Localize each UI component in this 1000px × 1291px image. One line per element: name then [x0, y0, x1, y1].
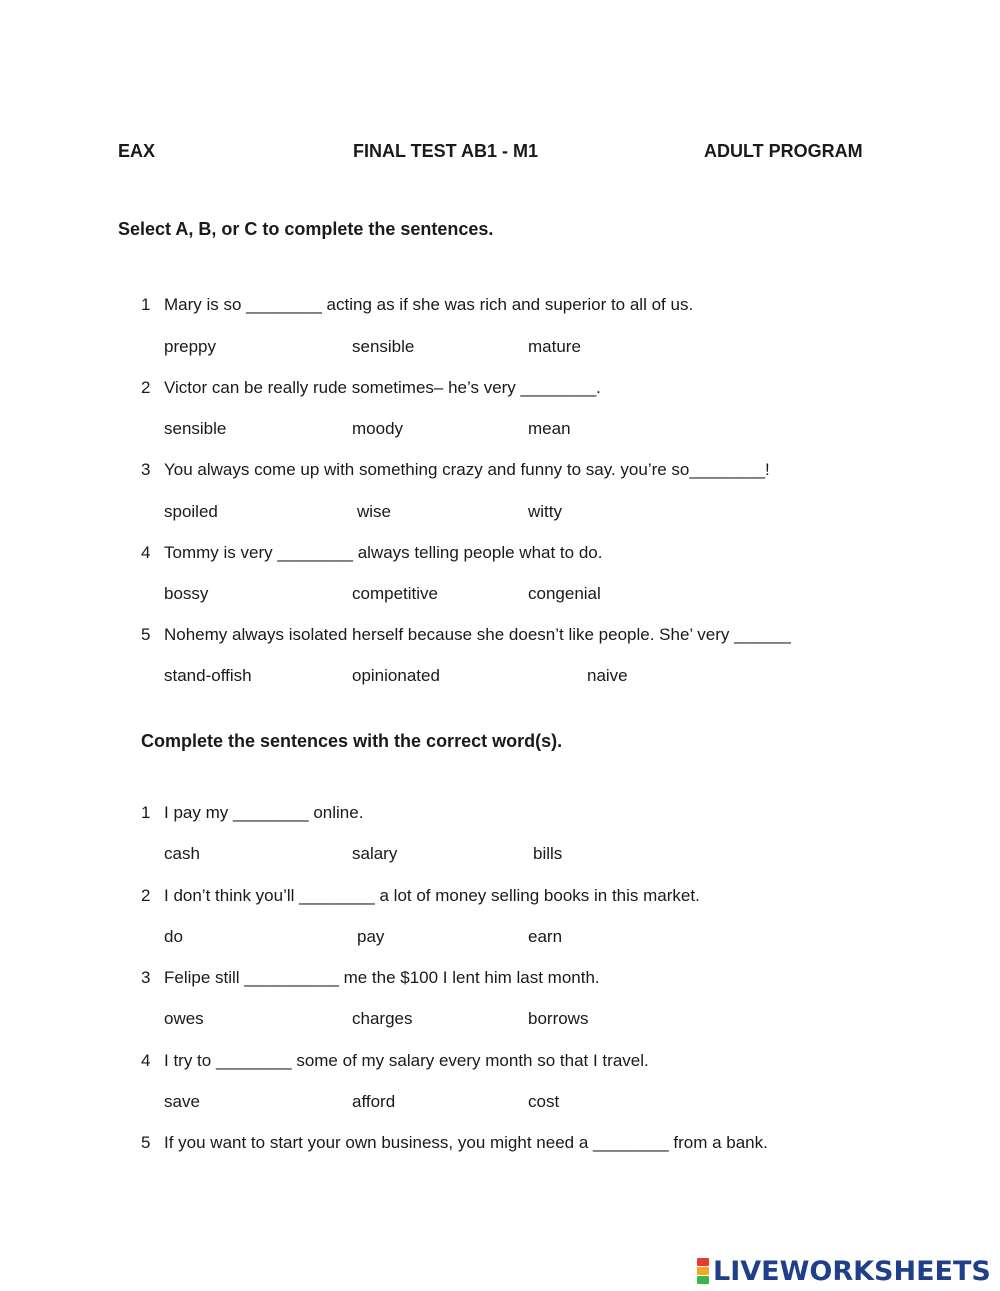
question-text: You always come up with something crazy and funny to say. you’re so________!	[164, 460, 770, 479]
answer-option[interactable]: afford	[352, 1092, 396, 1111]
question-number: 2	[141, 378, 151, 397]
answer-option[interactable]: charges	[352, 1009, 413, 1028]
question-number: 4	[141, 543, 151, 562]
answer-option[interactable]: stand-offish	[164, 666, 252, 685]
question-number: 4	[141, 1051, 151, 1070]
question-text: I pay my ________ online.	[164, 803, 364, 822]
header-right: ADULT PROGRAM	[704, 141, 863, 161]
answer-option[interactable]: owes	[164, 1009, 204, 1028]
question-text: Mary is so ________ acting as if she was rich and superior to all of us.	[164, 295, 694, 314]
answer-option[interactable]: wise	[357, 502, 392, 521]
header-left: EAX	[118, 141, 156, 161]
question-number: 1	[141, 295, 151, 314]
liveworksheets-logo	[697, 1256, 991, 1286]
answer-option[interactable]: cash	[164, 844, 200, 863]
question-text: Victor can be really rude sometimes– he’s very ________.	[164, 378, 601, 397]
question-number: 2	[141, 886, 151, 905]
answer-option[interactable]: bills	[533, 844, 563, 863]
answer-option[interactable]: borrows	[528, 1009, 589, 1028]
question-text: If you want to start your own business, you might need a ________ from a bank.	[164, 1133, 768, 1152]
logo-text: LIVEWORKSHEETS	[713, 1255, 991, 1287]
answer-option[interactable]: naive	[587, 666, 628, 685]
question-text: Nohemy always isolated herself because she doesn’t like people. She’ very ______	[164, 625, 791, 644]
answer-option[interactable]: save	[164, 1092, 200, 1111]
question-text: Tommy is very ________ always telling people what to do.	[164, 543, 603, 562]
answer-option[interactable]: preppy	[164, 337, 216, 356]
answer-option[interactable]: witty	[528, 502, 562, 521]
section2-instruction: Complete the sentences with the correct word(s).	[141, 731, 563, 751]
question-number: 5	[141, 1133, 151, 1152]
question-number: 3	[141, 968, 151, 987]
question-number: 5	[141, 625, 151, 644]
question-number: 1	[141, 803, 151, 822]
question-text: Felipe still __________ me the $100 I lent him last month.	[164, 968, 600, 987]
answer-option[interactable]: bossy	[164, 584, 209, 603]
answer-option[interactable]: do	[164, 927, 183, 946]
answer-option[interactable]: moody	[352, 419, 404, 438]
answer-option[interactable]: pay	[357, 927, 385, 946]
header-title: FINAL TEST AB1 - M1	[353, 141, 539, 161]
question-text: I don’t think you’ll ________ a lot of money selling books in this market.	[164, 886, 700, 905]
answer-option[interactable]: salary	[352, 844, 398, 863]
answer-option[interactable]: sensible	[352, 337, 415, 356]
logo-blocks-icon	[697, 1258, 709, 1284]
answer-option[interactable]: spoiled	[164, 502, 218, 521]
answer-option[interactable]: mature	[528, 337, 581, 356]
section1-instruction: Select A, B, or C to complete the sentences.	[118, 219, 494, 239]
answer-option[interactable]: mean	[528, 419, 571, 438]
answer-option[interactable]: opinionated	[352, 666, 440, 685]
answer-option[interactable]: earn	[528, 927, 563, 946]
answer-option[interactable]: cost	[528, 1092, 560, 1111]
answer-option[interactable]: sensible	[164, 419, 227, 438]
question-number: 3	[141, 460, 151, 479]
answer-option[interactable]: congenial	[528, 584, 601, 603]
question-text: I try to ________ some of my salary every month so that I travel.	[164, 1051, 649, 1070]
answer-option[interactable]: competitive	[352, 584, 438, 603]
